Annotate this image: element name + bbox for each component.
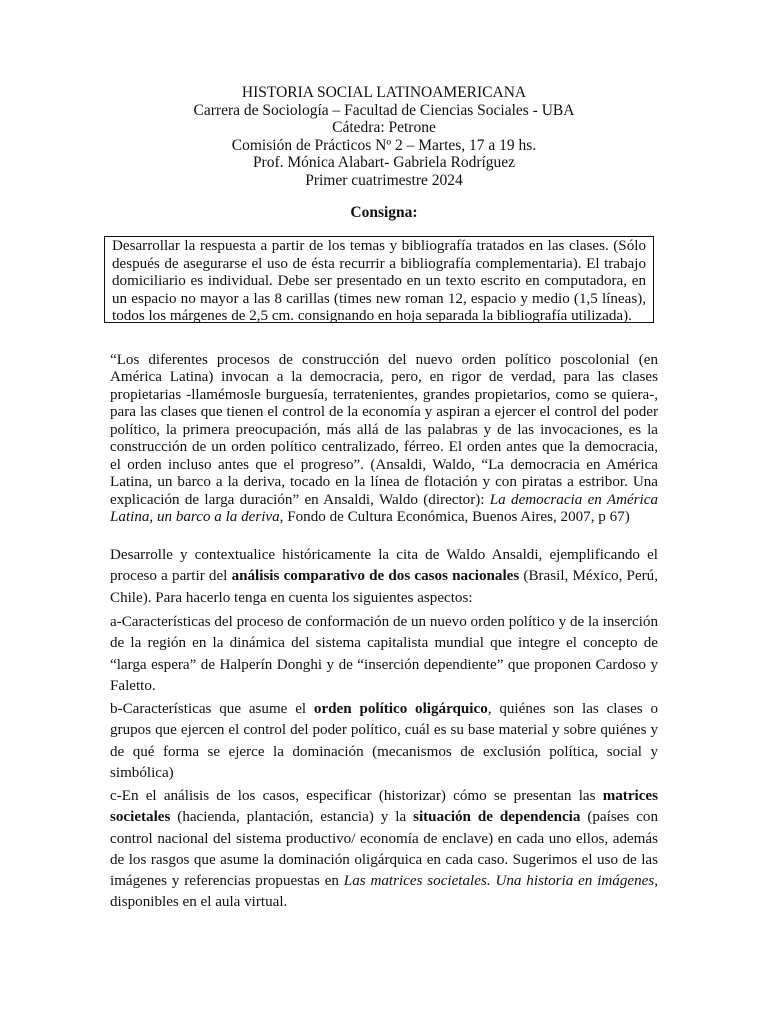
item-c-text-3: (países con control nacional del sistema productivo/ economía de enclave) en cada uno ellos, además de los rasgos que asume la dominación oligárquica en cada caso. Sugerimos el uso de las imágenes y referencias propuestas en [110, 809, 658, 890]
intro-text-1: Desarrolle y contextualice históricamente la cita de Waldo Ansaldi, ejemplificando el proceso a partir del [110, 547, 658, 585]
item-c-bold-1: matrices societales [110, 788, 658, 826]
consigna-heading: Consigna: [350, 204, 418, 221]
commission: Comisión de Prácticos Nº 2 – Martes, 17 a 19 hs. [231, 136, 537, 154]
career-faculty: Carrera de Sociología – Facultad de Ciencias Sociales - UBA [193, 101, 575, 119]
item-a: a-Características del proceso de conformación de un nuevo orden político y de la inserción de la región en la dinámica del sistema capitalista mundial que integre el concepto de “larga espera” de Halperín Donghi y de “inserción dependiente” que proponen Cardoso y Faletto. [110, 614, 658, 694]
quote-text: “Los diferentes procesos de construcción del nuevo orden político poscolonial (en América Latina) invocan a la democracia, pero, en rigor de verdad, para las clases propietarias -llamémosle burguesía, terratenientes, grandes propietarios, como se quiera-, para las clases que tienen el control de la economía y aspiran a ejercer el control del poder político, la primera preocupación, más allá de las palabras y de las invocaciones, es la construcción de un orden político centralizado, férreo. El orden antes que la democracia, el orden incluso antes que el progreso”. (Ansaldi, Waldo, “La democracia en América Latina, un barco a la deriva, tocado en la línea de flotación y con piratas a estribor. Una explicación de larga duración” en Ansaldi, Waldo (director): [110, 352, 658, 508]
term: Primer cuatrimestre 2024 [305, 171, 463, 189]
ansaldi-quote [110, 352, 658, 527]
chair: Cátedra: Petrone [332, 119, 436, 137]
item-c-text-1: c-En el análisis de los casos, especificar (historizar) cómo se presentan las [110, 788, 603, 804]
item-c [110, 786, 658, 914]
course-title: HISTORIA SOCIAL LATINOAMERICANA [241, 84, 527, 101]
item-b-text-2: , quiénes son las clases o grupos que ejercen el control del poder político, cuál es su base material y sobre quiénes y de qué forma se ejerce la dominación (mecanismos de exclusión política, social y simbólica) [110, 701, 658, 781]
document-header [0, 84, 768, 190]
item-c-bold-2: situación de dependencia [413, 809, 581, 826]
intro-text-2: (Brasil, México, Perú, Chile). Para hacerlo tenga en cuenta los siguientes aspectos: [110, 568, 659, 606]
item-c-text-2: (hacienda, plantación, estancia) y la [170, 809, 414, 826]
quote-citation-end: , Fondo de Cultura Económica, Buenos Aires, 2007, p 67) [279, 509, 630, 526]
item-b-text-1: b-Características que asume el [110, 701, 314, 717]
item-b-bold: orden político oligárquico [313, 701, 488, 717]
professors: Prof. Mónica Alabart- Gabriela Rodríguez [252, 154, 516, 172]
quote-book-title: La democracia en América Latina, un barco a la deriva [110, 491, 658, 526]
item-c-text-4: disponibles en el aula virtual. [110, 894, 288, 911]
item-c-italic: Las matrices societales. Una historia en imágenes, [343, 873, 658, 890]
instructions-box: Desarrollar la respuesta a partir de los temas y bibliografía tratados en las clases. (Sólo después de asegurarse el uso de ésta recurrir a bibliografía complementaria). El trabajo domiciliario es individual. Debe ser presentado en un texto escrito en computadora, en un espacio no mayor a las 8 carillas (times new roman 12, espacio y medio (1,5 líneas), todos los márgenes de 2,5 cm. consignando en hoja separada la bibliografía utilizada). [104, 236, 654, 323]
item-b [110, 699, 658, 784]
paragraph-intro [110, 545, 658, 609]
intro-bold: análisis comparativo de dos casos nacionales [231, 568, 520, 585]
